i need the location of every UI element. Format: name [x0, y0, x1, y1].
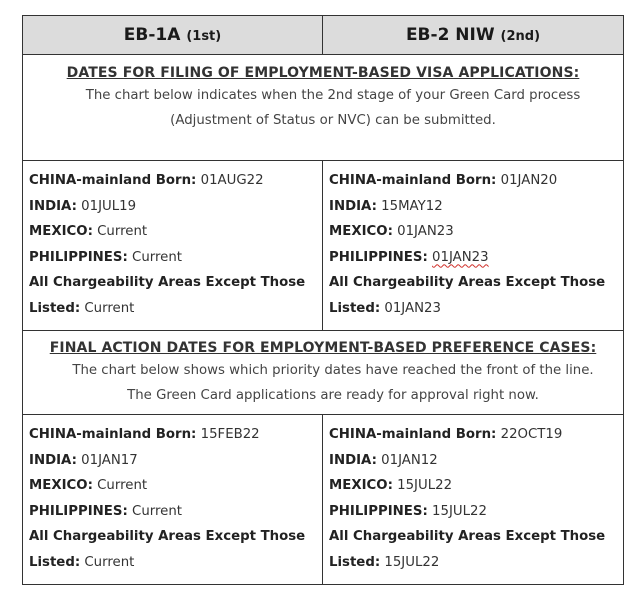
china-value: 01JAN20: [500, 173, 558, 188]
final-eb1a-all-areas: [29, 524, 316, 550]
final-eb1a-mexico: [29, 473, 316, 499]
filing-eb1a-philippines: [29, 245, 316, 271]
china-label: CHINA-mainland Born:: [329, 427, 497, 442]
final-eb2niw-cell: [323, 415, 624, 585]
mexico-label: MEXICO:: [329, 478, 393, 493]
filing-section-desc-2: (Adjustment of Status or NVC) can be submitted.: [170, 113, 496, 128]
final-section-desc-1: The chart below shows which priority dates have reached the front of the line.: [72, 363, 594, 378]
listed-value: Current: [84, 300, 135, 316]
final-dates-row: [23, 415, 624, 585]
final-eb2niw-mexico: [329, 473, 617, 499]
filing-eb1a-cell: [23, 161, 323, 331]
final-eb2niw-india: [329, 448, 617, 474]
mexico-value: Current: [97, 478, 148, 493]
filing-eb1a-china: [29, 168, 316, 194]
india-label: INDIA:: [29, 198, 77, 214]
filing-eb2niw-mexico: [329, 219, 617, 245]
final-eb1a-india: [29, 448, 316, 474]
filing-section-desc-1: The chart below indicates when the 2nd stage of your Green Card process: [85, 88, 581, 103]
filing-eb2niw-china: [329, 168, 617, 194]
filing-dates-row: [23, 161, 624, 331]
india-label: INDIA:: [329, 452, 377, 468]
eb2niw-column-header: [323, 16, 624, 55]
final-eb2niw-philippines: [329, 499, 617, 525]
final-eb1a-cell: [23, 415, 323, 585]
all-areas-label: All Chargeability Areas Except Those: [29, 275, 306, 290]
filing-eb1a-india: [29, 194, 316, 220]
eb1a-column-header: [23, 16, 323, 55]
mexico-value: Current: [97, 224, 148, 239]
mexico-label: MEXICO:: [29, 478, 93, 493]
india-value: 01JAN17: [81, 452, 138, 468]
philippines-value: Current: [132, 249, 182, 265]
filing-eb2niw-listed: [329, 296, 617, 322]
philippines-label: PHILIPPINES:: [329, 249, 428, 265]
final-eb2niw-listed: [329, 550, 617, 576]
all-areas-label: All Chargeability Areas Except Those: [29, 529, 306, 544]
listed-label: Listed:: [29, 300, 81, 316]
filing-section: [23, 55, 624, 161]
listed-value: Current: [84, 554, 135, 570]
filing-eb2niw-philippines: [329, 245, 617, 271]
listed-label: Listed:: [29, 554, 81, 570]
final-eb1a-philippines: [29, 499, 316, 525]
china-value: 01AUG22: [200, 173, 264, 188]
philippines-label: PHILIPPINES:: [29, 249, 128, 265]
visa-bulletin-table: [22, 15, 624, 585]
china-value: 22OCT19: [500, 427, 563, 442]
eb2niw-header-label: EB-2 NIW: [405, 25, 495, 45]
final-eb1a-listed: [29, 550, 316, 576]
listed-value: 01JAN23: [384, 300, 441, 316]
final-eb2niw-china: [329, 422, 617, 448]
india-value: 15MAY12: [381, 198, 443, 214]
listed-label: Listed:: [329, 300, 381, 316]
final-section-desc-2: The Green Card applications are ready for approval right now.: [127, 388, 539, 403]
filing-eb1a-all-areas: [29, 270, 316, 296]
eb1a-header-sub: (1st): [186, 29, 222, 44]
india-label: INDIA:: [29, 452, 77, 468]
all-areas-label: All Chargeability Areas Except Those: [329, 275, 606, 290]
china-value: 15FEB22: [200, 427, 260, 442]
india-label: INDIA:: [329, 198, 377, 214]
china-label: CHINA-mainland Born:: [29, 173, 197, 188]
india-value: 01JUL19: [81, 198, 137, 214]
filing-eb1a-listed: [29, 296, 316, 322]
final-eb1a-china: [29, 422, 316, 448]
final-eb2niw-all-areas: [329, 524, 617, 550]
china-label: CHINA-mainland Born:: [29, 427, 197, 442]
philippines-label: PHILIPPINES:: [29, 503, 128, 519]
filing-eb2niw-cell: [323, 161, 624, 331]
all-areas-label: All Chargeability Areas Except Those: [329, 529, 606, 544]
final-section-row: [23, 331, 624, 415]
listed-label: Listed:: [329, 554, 381, 570]
final-section-title: FINAL ACTION DATES FOR EMPLOYMENT-BASED PREFERENCE CASES:: [49, 340, 597, 356]
listed-value: 15JUL22: [384, 554, 440, 570]
filing-section-row: [23, 55, 624, 161]
mexico-value: 15JUL22: [397, 478, 453, 493]
header-row: [23, 16, 624, 55]
filing-eb1a-mexico: [29, 219, 316, 245]
filing-eb2niw-india: [329, 194, 617, 220]
filing-eb2niw-all-areas: [329, 270, 617, 296]
philippines-value: 01JAN23: [432, 249, 489, 265]
mexico-label: MEXICO:: [329, 224, 393, 239]
final-section: [23, 331, 624, 415]
philippines-value: 15JUL22: [432, 503, 487, 519]
philippines-value: Current: [132, 503, 182, 519]
eb2niw-header-sub: (2nd): [500, 29, 541, 44]
philippines-label: PHILIPPINES:: [329, 503, 428, 519]
eb1a-header-label: EB-1A: [123, 25, 181, 45]
china-label: CHINA-mainland Born:: [329, 173, 497, 188]
mexico-label: MEXICO:: [29, 224, 93, 239]
filing-section-title: DATES FOR FILING OF EMPLOYMENT-BASED VISA APPLICATIONS:: [66, 65, 580, 81]
mexico-value: 01JAN23: [397, 224, 454, 239]
india-value: 01JAN12: [381, 452, 438, 468]
